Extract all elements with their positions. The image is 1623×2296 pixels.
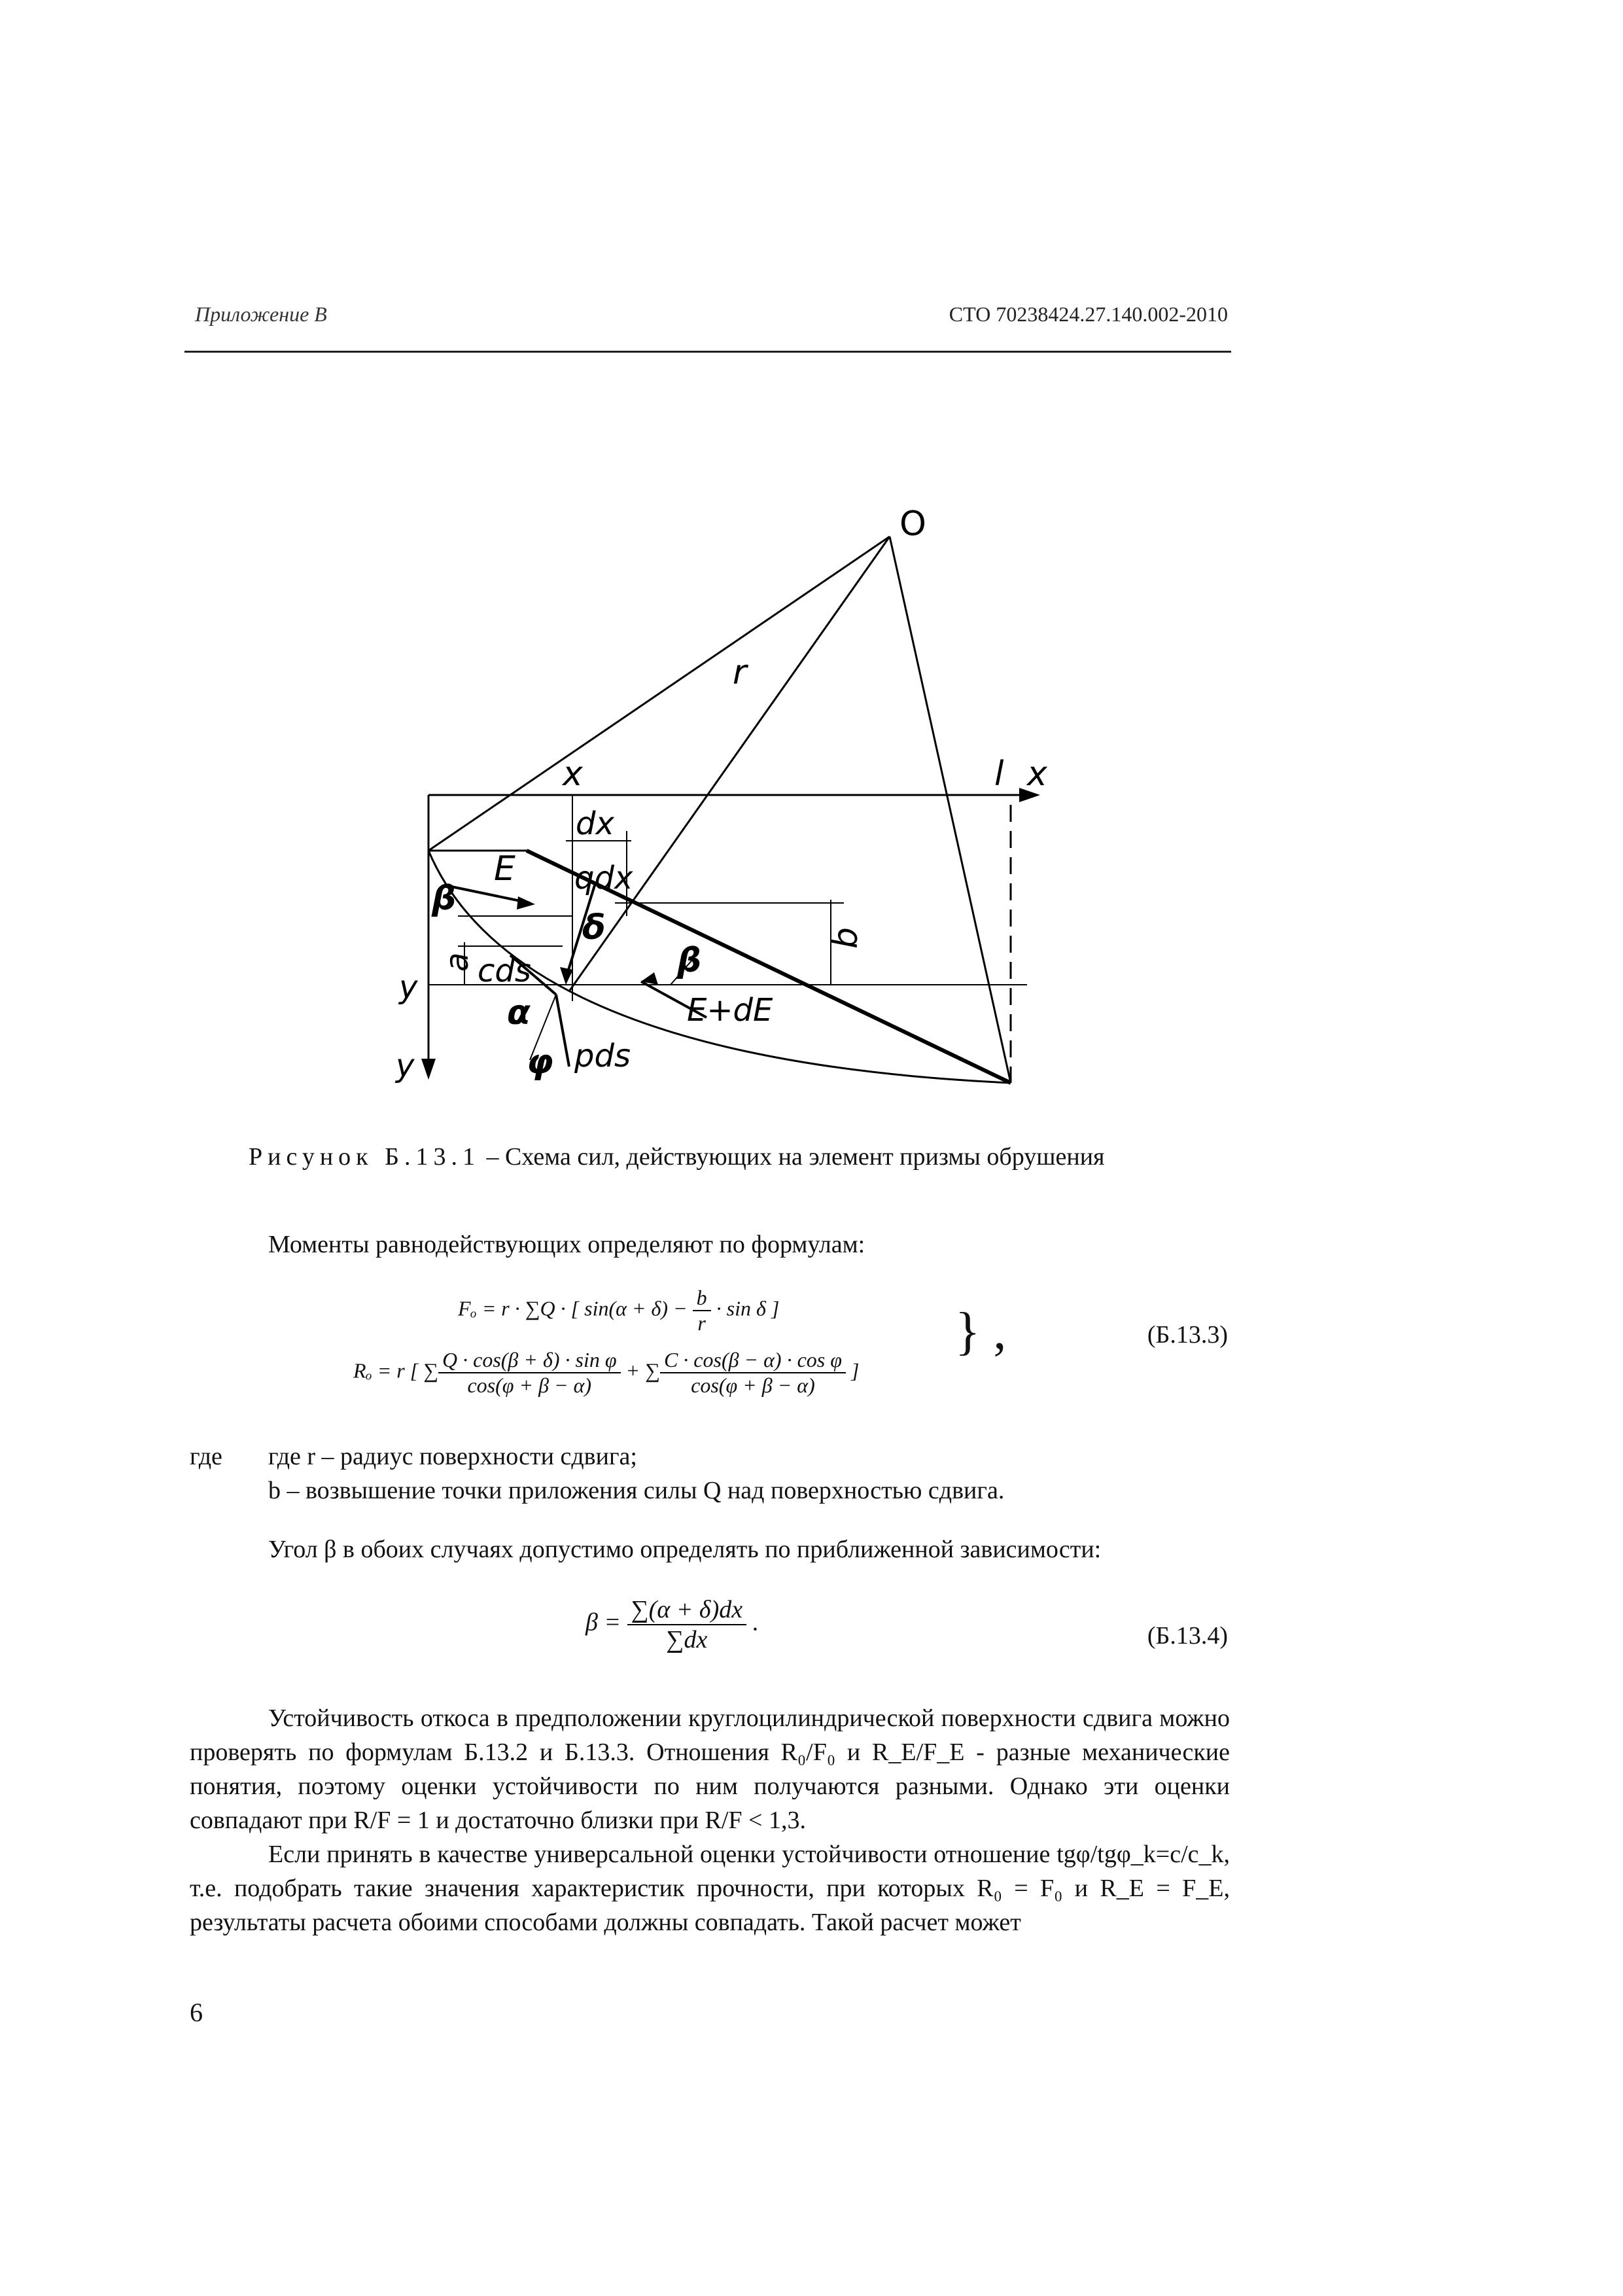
- label-qdx: qdx: [574, 860, 633, 896]
- equation-F: Fₒ = r · ∑Q · [ sin(α + δ) − $\frac{b}{r}$ · sin δ ]: [458, 1286, 780, 1335]
- label-y-axis: y: [396, 1048, 415, 1084]
- label-y-mid: y: [399, 969, 418, 1006]
- label-b: b: [826, 927, 865, 949]
- line-o-to-toe: [890, 537, 1011, 1083]
- equation-beta: β = $\frac{\sum(\alpha + \delta)dx}{\sum dx}$ .: [585, 1596, 759, 1653]
- label-dx: dx: [576, 805, 614, 842]
- label-beta-right: β: [677, 941, 702, 980]
- header-right: СТО 70238424.27.140.002-2010: [949, 302, 1228, 326]
- label-l: l: [994, 754, 1004, 794]
- label-pds: pds: [574, 1038, 631, 1074]
- where-label: где: [190, 1443, 222, 1470]
- paragraph-universal-estimate: Если принять в качестве универсальной оценки устойчивости отношение tgφ/tgφ_k=c/c_k, т.е. подобрать такие значения характеристик прочности, при которых R₀ = F₀ и R_E = F_E, результаты расчета обоими способами должны совпадать. Такой расчет может: [190, 1841, 1230, 1936]
- figure-caption: [249, 1142, 1105, 1171]
- label-r: r: [733, 653, 747, 692]
- radius-line: [569, 537, 890, 991]
- intro-line: Моменты равнодействующих определяют по формулам:: [268, 1231, 865, 1258]
- pds-arrow: [556, 995, 569, 1067]
- label-E-dE: E+dE: [687, 992, 773, 1029]
- page-number: 6: [190, 1998, 203, 2027]
- equation-number-1: (Б.13.3): [1147, 1321, 1228, 1349]
- equation-brace: } ,: [955, 1303, 1007, 1360]
- label-a: a: [439, 952, 476, 972]
- label-delta: δ: [582, 908, 606, 947]
- equation-number-2: (Б.13.4): [1147, 1622, 1228, 1650]
- label-O: O: [899, 504, 926, 544]
- equation-R: Rₒ = r [ ∑ $\frac{\text{Q · cos(β + δ) · sin φ}}{\cos(\varphi + \beta - \alpha)}$ + ∑ $\frac{\text{C · cos(β − α) · cos φ}}{\cos(\varphi + \beta - \alpha)}$ ]: [353, 1348, 860, 1397]
- caption-text: – Схема сил, действующих на элемент призмы обрушения: [480, 1143, 1105, 1171]
- paragraph-stability-check: Устойчивость откоса в предположении круглоцилиндрической поверхности сдвига можно проверять по формулам Б.13.2 и Б.13.3. Отношения R₀/F₀ и R_E/F_E - разные механические понятия, поэтому оценки устойчивости по ним получаются разными. Однако эти оценки совпадают при R/F = 1 и достаточно близки при R/F < 1,3.: [190, 1704, 1230, 1834]
- label-E: E: [494, 849, 515, 889]
- label-x-axis: x: [1027, 754, 1047, 794]
- line-o-to-crest: [428, 537, 890, 851]
- label-x-top: x: [563, 754, 583, 794]
- label-phi: φ: [527, 1042, 553, 1082]
- y-axis-arrowhead: [421, 1059, 436, 1080]
- where-b: b – возвышение точки приложения силы Q над поверхностью сдвига.: [268, 1477, 1005, 1504]
- label-alpha: α: [507, 993, 531, 1033]
- label-cds: cds: [478, 953, 531, 989]
- where-r: где r – радиус поверхности сдвига;: [268, 1443, 637, 1470]
- header-rule: [184, 351, 1231, 353]
- label-beta-left: β: [432, 879, 457, 918]
- slope-force-diagram: [366, 497, 1164, 1145]
- caption-prefix: Рисунок Б.13.1: [249, 1143, 480, 1171]
- beta-intro: Угол β в обоих случаях допустимо определять по приближенной зависимости:: [268, 1536, 1102, 1563]
- qdx-arrowhead: [560, 967, 573, 985]
- header-left: Приложение В: [195, 302, 327, 326]
